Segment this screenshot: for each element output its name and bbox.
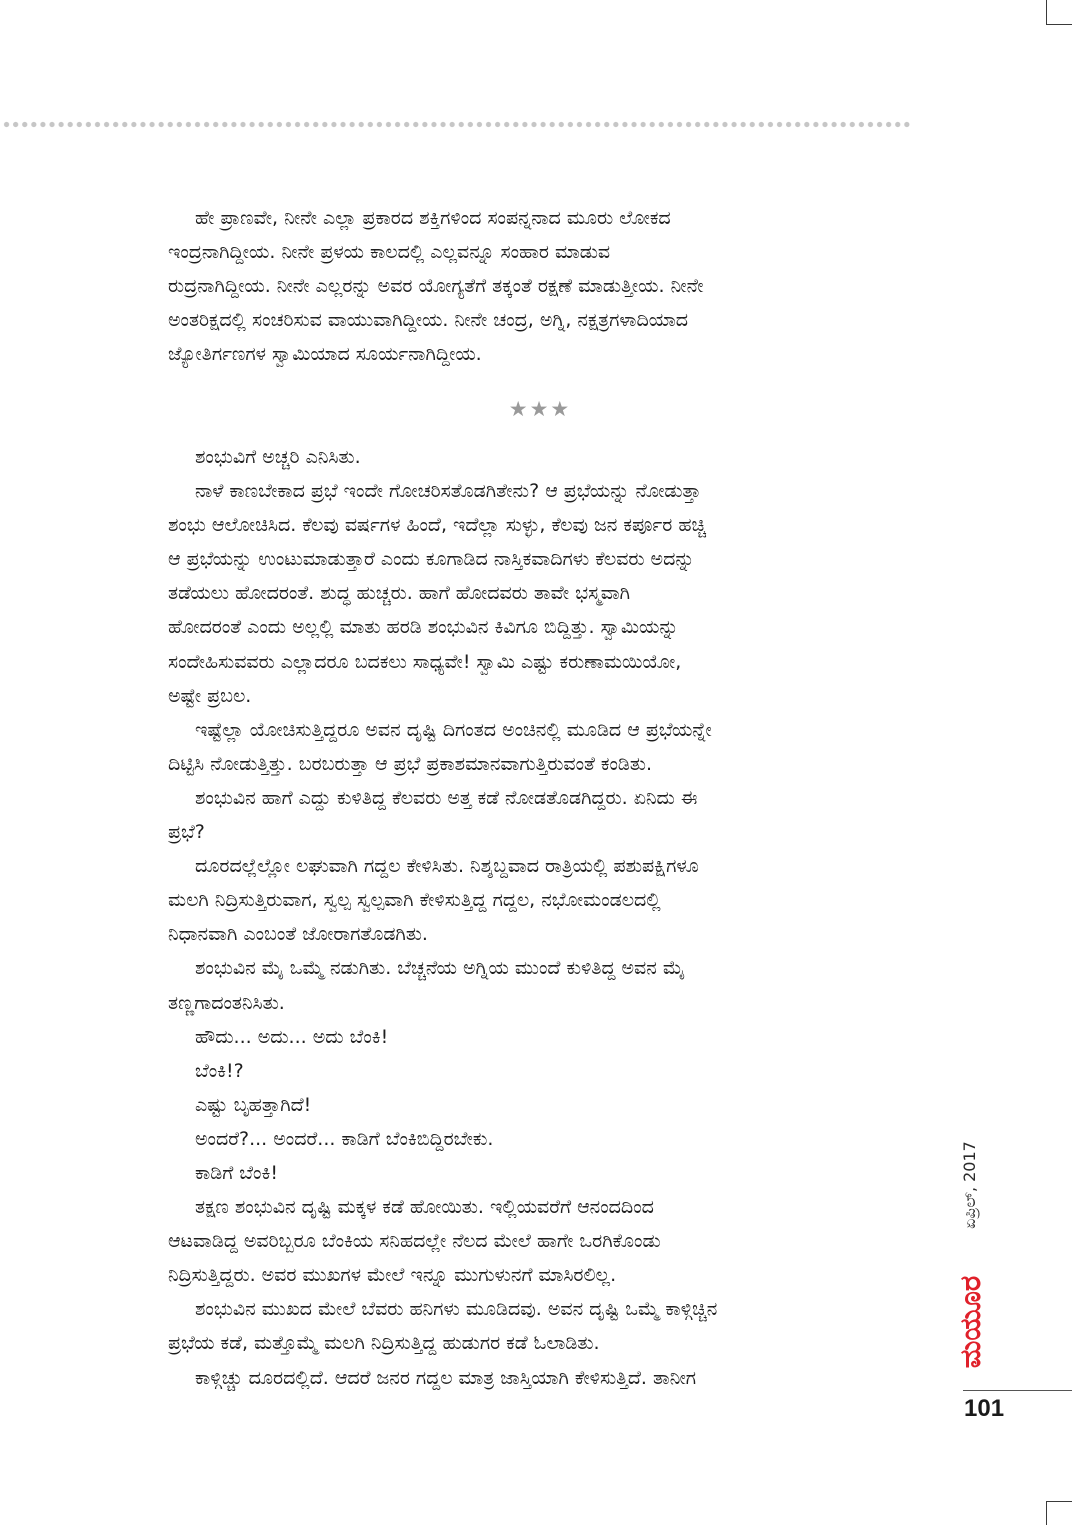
story-paragraph: [168, 1054, 913, 1088]
text-line: ಜ್ಯೋತಿರ್ಗಣಗಳ ಸ್ವಾಮಿಯಾದ ಸೂರ್ಯನಾಗಿದ್ದೀಯ.: [168, 343, 482, 366]
text-line: ಶಂಭುವಿನ ಮುಖದ ಮೇಲೆ ಬೆವರು ಹನಿಗಳು ಮೂಡಿದವು. ಅವನ ದೃಷ್ಟಿ ಒಮ್ಮೆ ಕಾಳ್ಗಿಚ್ಚಿನ: [195, 1298, 718, 1321]
story-paragraph: [168, 474, 913, 713]
text-line: ಕಾಳ್ಗಿಚ್ಚು ದೂರದಲ್ಲಿದೆ. ಆದರೆ ಜನರ ಗದ್ದಲ ಮಾತ್ರ ಜಾಸ್ತಿಯಾಗಿ ಕೇಳಿಸುತ್ತಿದೆ. ತಾನೀಗ: [195, 1366, 697, 1389]
text-line: ಅಂತರಿಕ್ಷದಲ್ಲಿ ಸಂಚರಿಸುವ ವಾಯುವಾಗಿದ್ದೀಯ. ನೀನೇ ಚಂದ್ರ, ಅಗ್ನಿ, ನಕ್ಷತ್ರಗಳಾದಿಯಾದ: [168, 309, 689, 332]
text-line: ಶಂಭುವಿನ ಮೈ ಒಮ್ಮೆ ನಡುಗಿತು. ಬೆಚ್ಚನೆಯ ಅಗ್ನಿಯ ಮುಂದೆ ಕುಳಿತಿದ್ದ ಅವನ ಮೈ: [195, 957, 685, 980]
crop-mark-top-right: [1046, 24, 1072, 25]
section-separator: ★★★: [508, 397, 572, 421]
story-paragraph: [168, 781, 913, 849]
text-line: ಆ ಪ್ರಭೆಯನ್ನು ಉಂಟುಮಾಡುತ್ತಾರೆ ಎಂದು ಕೂಗಾಡಿದ ನಾಸ್ತಿಕವಾದಿಗಳು ಕೆಲವರು ಅದನ್ನು: [168, 548, 695, 571]
page-number: 101: [964, 1395, 1005, 1422]
story-text-block: [168, 440, 913, 1395]
text-line: ನಿಧಾನವಾಗಿ ಎಂಬಂತೆ ಜೋರಾಗತೊಡಗಿತು.: [168, 923, 428, 946]
text-line: ದೂರದಲ್ಲೆಲ್ಲೋ ಲಘುವಾಗಿ ಗದ್ದಲ ಕೇಳಿಸಿತು. ನಿಶ್ಶಬ್ದವಾದ ರಾತ್ರಿಯಲ್ಲಿ ಪಶುಪಕ್ಷಿಗಳೂ: [195, 855, 699, 878]
text-line: ಹೋದರಂತೆ ಎಂದು ಅಲ್ಲಲ್ಲಿ ಮಾತು ಹರಡಿ ಶಂಭುವಿನ ಕಿವಿಗೂ ಬಿದ್ದಿತ್ತು. ಸ್ವಾಮಿಯನ್ನು: [168, 616, 679, 639]
text-line: ತಕ್ಷಣ ಶಂಭುವಿನ ದೃಷ್ಟಿ ಮಕ್ಕಳ ಕಡೆ ಹೋಯಿತು. ಇಲ್ಲಿಯವರೆಗೆ ಆನಂದದಿಂದ: [195, 1196, 654, 1219]
story-paragraph: [168, 713, 913, 781]
story-paragraph: [168, 1292, 913, 1360]
text-line: ತಣ್ಣಗಾದಂತನಿಸಿತು.: [168, 991, 285, 1014]
story-paragraph: [168, 440, 913, 474]
crop-mark-bottom-right: [1046, 1501, 1047, 1525]
text-line: ಪ್ರಭೆಯ ಕಡೆ, ಮತ್ತೊಮ್ಮೆ ಮಲಗಿ ನಿದ್ರಿಸುತ್ತಿದ್ದ ಹುಡುಗರ ಕಡೆ ಓಲಾಡಿತು.: [168, 1332, 600, 1355]
text-line: ಶಂಭುವಿನ ಹಾಗೆ ಎದ್ದು ಕುಳಿತಿದ್ದ ಕೆಲವರು ಅತ್ತ ಕಡೆ ನೋಡತೊಡಗಿದ್ದರು. ಏನಿದು ಈ: [195, 786, 698, 809]
text-line: ಬೆಂಕಿ!?: [195, 1059, 244, 1082]
story-paragraph: [168, 1088, 913, 1122]
text-line: ಕಾಡಿಗೆ ಬೆಂಕಿ!: [195, 1161, 278, 1184]
text-line: ತಡೆಯಲು ಹೋದರಂತೆ. ಶುದ್ಧ ಹುಚ್ಚರು. ಹಾಗೆ ಹೋದವರು ತಾವೇ ಭಸ್ಮವಾಗಿ: [168, 582, 631, 605]
intro-text-block: [168, 201, 913, 371]
story-paragraph: [168, 1361, 913, 1395]
text-line: ಹೌದು... ಅದು... ಅದು ಬೆಂಕಿ!: [195, 1025, 389, 1048]
page-number-rule: [963, 1390, 1072, 1391]
story-paragraph: [168, 201, 913, 371]
text-line: ಅಷ್ಟೇ ಪ್ರಬಲ.: [168, 684, 252, 707]
dotted-divider: [2, 120, 912, 129]
story-paragraph: [168, 1020, 913, 1054]
story-paragraph: [168, 1190, 913, 1292]
text-line: ಮಲಗಿ ನಿದ್ರಿಸುತ್ತಿರುವಾಗ, ಸ್ವಲ್ಪ ಸ್ವಲ್ಪವಾಗಿ ಕೇಳಿಸುತ್ತಿದ್ದ ಗದ್ದಲ, ನಭೋಮಂಡಲದಲ್ಲಿ: [168, 889, 661, 912]
story-paragraph: [168, 1122, 913, 1156]
story-paragraph: [168, 1156, 913, 1190]
text-line: ಇಂದ್ರನಾಗಿದ್ದೀಯ. ನೀನೇ ಪ್ರಳಯ ಕಾಲದಲ್ಲಿ ಎಲ್ಲವನ್ನೂ ಸಂಹಾರ ಮಾಡುವ: [168, 241, 611, 264]
story-paragraph: [168, 849, 913, 951]
text-line: ಹೇ ಪ್ರಾಣವೇ, ನೀನೇ ಎಲ್ಲಾ ಪ್ರಕಾರದ ಶಕ್ತಿಗಳಿಂದ ಸಂಪನ್ನನಾದ ಮೂರು ಲೋಕದ: [195, 207, 671, 229]
text-line: ಶಂಭು ಆಲೋಚಿಸಿದ. ಕೆಲವು ವರ್ಷಗಳ ಹಿಂದೆ, ಇದೆಲ್ಲಾ ಸುಳ್ಳು, ಕೆಲವು ಜನ ಕರ್ಪೂರ ಹಚ್ಚಿ: [168, 514, 707, 537]
text-line: ಪ್ರಭೆ?: [168, 821, 205, 844]
text-line: ಶಂಭುವಿಗೆ ಅಚ್ಚರಿ ಎನಿಸಿತು.: [195, 446, 361, 468]
text-line: ಅಂದರೆ?... ಅಂದರೆ... ಕಾಡಿಗೆ ಬೆಂಕಿಬಿದ್ದಿರಬೇಕು.: [195, 1127, 494, 1150]
crop-mark-bottom-right: [1046, 1501, 1072, 1502]
issue-date: ಏಪ್ರಿಲ್, 2017: [960, 1141, 979, 1229]
text-line: ರುದ್ರನಾಗಿದ್ದೀಯ. ನೀನೇ ಎಲ್ಲರನ್ನು ಅವರ ಯೋಗ್ಯತೆಗೆ ತಕ್ಕಂತೆ ರಕ್ಷಣೆ ಮಾಡುತ್ತೀಯ. ನೀನೇ: [168, 275, 704, 298]
text-line: ನಾಳೆ ಕಾಣಬೇಕಾದ ಪ್ರಭೆ ಇಂದೇ ಗೋಚರಿಸತೊಡಗಿತೇನು? ಆ ಪ್ರಭೆಯನ್ನು ನೋಡುತ್ತಾ: [195, 480, 701, 503]
crop-mark-top-right: [1046, 0, 1047, 25]
text-line: ಸಂದೇಹಿಸುವವರು ಎಲ್ಲಾದರೂ ಬದಕಲು ಸಾಧ್ಯವೇ! ಸ್ವಾಮಿ ಎಷ್ಟು ಕರುಣಾಮಯಿಯೋ,: [168, 650, 682, 673]
magazine-logo: ಮಯೂರ: [953, 1275, 987, 1369]
text-line: ದಿಟ್ಟಿಸಿ ನೋಡುತ್ತಿತ್ತು. ಬರಬರುತ್ತಾ ಆ ಪ್ರಭೆ ಪ್ರಕಾಶಮಾನವಾಗುತ್ತಿರುವಂತೆ ಕಂಡಿತು.: [168, 752, 653, 775]
text-line: ಎಷ್ಟು ಬೃಹತ್ತಾಗಿದೆ!: [195, 1093, 312, 1116]
text-line: ಆಟವಾಡಿದ್ದ ಅವರಿಬ್ಬರೂ ಬೆಂಕಿಯ ಸನಿಹದಲ್ಲೇ ನೆಲದ ಮೇಲೆ ಹಾಗೇ ಒರಗಿಕೊಂಡು: [168, 1230, 661, 1253]
story-paragraph: [168, 951, 913, 1019]
text-line: ನಿದ್ರಿಸುತ್ತಿದ್ದರು. ಅವರ ಮುಖಗಳ ಮೇಲೆ ಇನ್ನೂ ಮುಗುಳುನಗೆ ಮಾಸಿರಲಿಲ್ಲ.: [168, 1264, 617, 1287]
text-line: ಇಷ್ಟೆಲ್ಲಾ ಯೋಚಿಸುತ್ತಿದ್ದರೂ ಅವನ ದೃಷ್ಟಿ ದಿಗಂತದ ಅಂಚಿನಲ್ಲಿ ಮೂಡಿದ ಆ ಪ್ರಭೆಯನ್ನೇ: [195, 718, 712, 741]
